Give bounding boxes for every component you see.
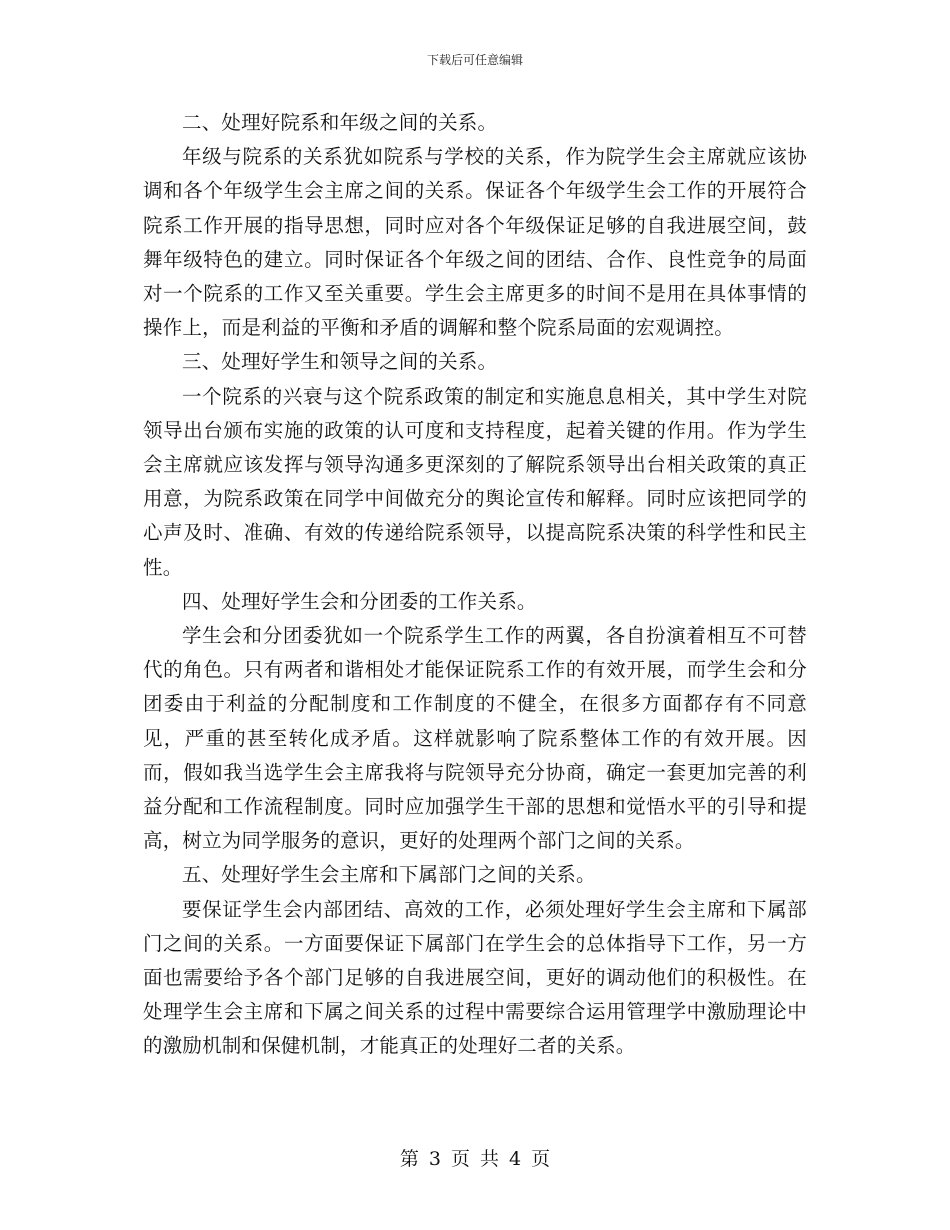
section-body-3: 一个院系的兴衰与这个院系政策的制定和实施息息相关，其中学生对院领导出台颁布实施的政策的认可度和支持程度，起着关键的作用。作为学生会主席就应该发挥与领导沟通多更深刻的了解院系领导出台相关政策的真正用意，为院系政策在同学中间做充分的舆论宣传和解释。同时应该把同学的心声及时、准确、有效的传递给院系领导，以提高院系决策的科学性和民主性。 xyxy=(143,384,807,579)
section-body-4: 学生会和分团委犹如一个院系学生工作的两翼，各自扮演着相互不可替代的角色。只有两者和谐相处才能保证院系工作的有效开展，而学生会和分团委由于利益的分配制度和工作制度的不健全，在很多方面都存有不同意见，严重的甚至转化成矛盾。这样就影响了院系整体工作的有效开展。因而，假如我当选学生会主席我将与院领导充分协商，确定一套更加完善的利益分配和工作流程制度。同时应加强学生干部的思想和觉悟水平的引导和提高，树立为同学服务的意识，更好的处理两个部门之间的关系。 xyxy=(143,624,807,853)
page-number-footer: 第 3 页 共 4 页 xyxy=(399,1148,551,1170)
page-header: 下载后可任意编辑 xyxy=(426,53,523,67)
section-body-2: 年级与院系的关系犹如院系与学校的关系，作为院学生会主席就应该协调和各个年级学生会主席之间的关系。保证各个年级学生会工作的开展符合院系工作开展的指导思想，同时应对各个年级保证足够的自我进展空间，鼓舞年级特色的建立。同时保证各个年级之间的团结、合作、良性竞争的局面对一个院系的工作又至关重要。学生会主席更多的时间不是用在具体事情的操作上，而是利益的平衡和矛盾的调解和整个院系局面的宏观调控。 xyxy=(143,145,807,340)
section-heading-2: 二、处理好院系和年级之间的关系。 xyxy=(182,111,498,134)
section-heading-3: 三、处理好学生和领导之间的关系。 xyxy=(182,350,498,374)
document-body xyxy=(143,106,807,1064)
section-heading-4: 四、处理好学生会和分团委的工作关系。 xyxy=(182,589,537,613)
section-body-5: 要保证学生会内部团结、高效的工作，必须处理好学生会主席和下属部门之间的关系。一方面要保证下属部门在学生会的总体指导下工作，另一方面也需要给予各个部门足够的自我进展空间，更好的调动他们的积极性。在处理学生会主席和下属之间关系的过程中需要综合运用管理学中激励理论中的激励机制和保健机制，才能真正的处理好二者的关系。 xyxy=(143,897,807,1058)
section-heading-5: 五、处理好学生会主席和下属部门之间的关系。 xyxy=(182,863,596,887)
